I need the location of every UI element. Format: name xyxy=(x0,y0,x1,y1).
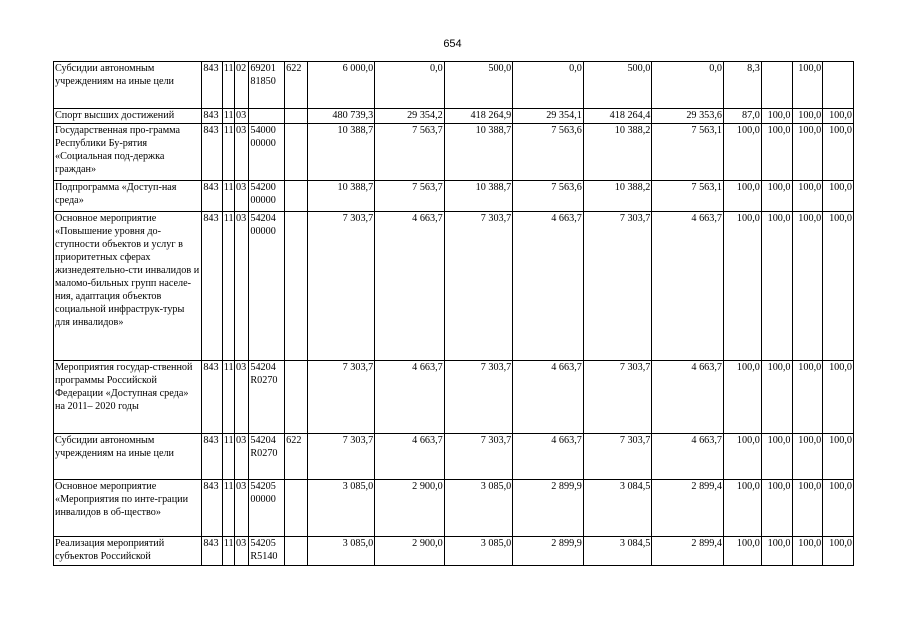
row-name: Мероприятия государ-ственной программы Российской Федерации «Доступная среда» на 2011– 2020 годы xyxy=(54,361,202,434)
percent-cell: 8,3 xyxy=(723,62,761,109)
percent-cell: 100,0 xyxy=(823,124,854,181)
percent-cell: 100,0 xyxy=(823,212,854,361)
value-cell: 3 085,0 xyxy=(307,480,375,537)
value-cell: 4 663,7 xyxy=(375,434,445,480)
percent-cell: 100,0 xyxy=(823,181,854,212)
glava-code: 843 xyxy=(202,181,222,212)
percent-cell: 100,0 xyxy=(792,480,823,537)
glava-code: 843 xyxy=(202,361,222,434)
expense-type-code: 622 xyxy=(285,434,308,480)
percent-cell: 100,0 xyxy=(723,124,761,181)
target-article-code xyxy=(249,109,285,124)
percent-cell: 100,0 xyxy=(792,62,823,109)
percent-cell: 100,0 xyxy=(792,212,823,361)
value-cell: 10 388,2 xyxy=(583,124,652,181)
value-cell: 3 085,0 xyxy=(444,480,513,537)
value-cell: 4 663,7 xyxy=(375,361,445,434)
value-cell: 29 353,6 xyxy=(652,109,724,124)
podrazdel-code: 03 xyxy=(235,361,249,434)
row-name: Подпрограмма «Доступ-ная среда» xyxy=(54,181,202,212)
percent-cell xyxy=(823,62,854,109)
value-cell: 29 354,2 xyxy=(375,109,445,124)
value-cell: 7 563,1 xyxy=(652,124,724,181)
expense-type-code xyxy=(285,212,308,361)
percent-cell: 100,0 xyxy=(792,181,823,212)
razdel-code: 11 xyxy=(222,361,234,434)
percent-cell: 100,0 xyxy=(792,124,823,181)
percent-cell: 100,0 xyxy=(761,181,792,212)
row-name: Субсидии автономным учреждениям на иные цели xyxy=(54,434,202,480)
table-row xyxy=(54,124,854,181)
expense-type-code xyxy=(285,361,308,434)
value-cell: 418 264,4 xyxy=(583,109,652,124)
value-cell: 4 663,7 xyxy=(513,212,584,361)
podrazdel-code: 03 xyxy=(235,181,249,212)
value-cell: 7 303,7 xyxy=(307,361,375,434)
target-article-code: 54204 R0270 xyxy=(249,434,285,480)
table-row xyxy=(54,181,854,212)
value-cell: 3 084,5 xyxy=(583,480,652,537)
percent-cell: 100,0 xyxy=(792,109,823,124)
percent-cell: 100,0 xyxy=(792,537,823,566)
percent-cell: 100,0 xyxy=(823,480,854,537)
value-cell: 7 563,6 xyxy=(513,181,584,212)
glava-code: 843 xyxy=(202,62,222,109)
percent-cell: 100,0 xyxy=(823,434,854,480)
budget-table xyxy=(53,61,854,566)
percent-cell: 100,0 xyxy=(723,212,761,361)
glava-code: 843 xyxy=(202,434,222,480)
target-article-code: 54204 R0270 xyxy=(249,361,285,434)
value-cell: 2 900,0 xyxy=(375,537,445,566)
value-cell: 2 899,4 xyxy=(652,537,724,566)
razdel-code: 11 xyxy=(222,434,234,480)
percent-cell: 100,0 xyxy=(761,361,792,434)
table-row xyxy=(54,62,854,109)
value-cell: 7 303,7 xyxy=(583,434,652,480)
value-cell: 7 303,7 xyxy=(444,434,513,480)
row-name: Основное мероприятие «Мероприятия по инте-грации инвалидов в об-щество» xyxy=(54,480,202,537)
target-article-code: 54205 00000 xyxy=(249,480,285,537)
value-cell: 29 354,1 xyxy=(513,109,584,124)
razdel-code: 11 xyxy=(222,62,234,109)
percent-cell: 100,0 xyxy=(761,212,792,361)
table-row xyxy=(54,361,854,434)
value-cell: 2 899,9 xyxy=(513,480,584,537)
percent-cell: 100,0 xyxy=(723,181,761,212)
page-number: 654 xyxy=(443,38,462,50)
glava-code: 843 xyxy=(202,124,222,181)
row-name: Субсидии автономным учреждениям на иные цели xyxy=(54,62,202,109)
table-row xyxy=(54,212,854,361)
glava-code: 843 xyxy=(202,537,222,566)
percent-cell: 100,0 xyxy=(761,109,792,124)
value-cell: 480 739,3 xyxy=(307,109,375,124)
value-cell: 3 084,5 xyxy=(583,537,652,566)
percent-cell: 100,0 xyxy=(823,361,854,434)
value-cell: 7 563,6 xyxy=(513,124,584,181)
value-cell: 7 563,1 xyxy=(652,181,724,212)
podrazdel-code: 03 xyxy=(235,434,249,480)
table-row xyxy=(54,109,854,124)
podrazdel-code: 02 xyxy=(235,62,249,109)
value-cell: 7 303,7 xyxy=(583,361,652,434)
razdel-code: 11 xyxy=(222,109,234,124)
podrazdel-code: 03 xyxy=(235,212,249,361)
value-cell: 10 388,7 xyxy=(307,181,375,212)
percent-cell: 87,0 xyxy=(723,109,761,124)
percent-cell: 100,0 xyxy=(823,109,854,124)
value-cell: 4 663,7 xyxy=(652,361,724,434)
razdel-code: 11 xyxy=(222,181,234,212)
percent-cell: 100,0 xyxy=(823,537,854,566)
podrazdel-code: 03 xyxy=(235,124,249,181)
expense-type-code xyxy=(285,181,308,212)
percent-cell xyxy=(761,62,792,109)
percent-cell: 100,0 xyxy=(723,480,761,537)
target-article-code: 54000 00000 xyxy=(249,124,285,181)
value-cell: 10 388,7 xyxy=(444,181,513,212)
value-cell: 0,0 xyxy=(513,62,584,109)
row-name: Реализация мероприятий субъектов Российской xyxy=(54,537,202,566)
value-cell: 7 303,7 xyxy=(307,212,375,361)
value-cell: 418 264,9 xyxy=(444,109,513,124)
table-row xyxy=(54,537,854,566)
value-cell: 0,0 xyxy=(652,62,724,109)
percent-cell: 100,0 xyxy=(723,537,761,566)
podrazdel-code: 03 xyxy=(235,109,249,124)
value-cell: 2 899,4 xyxy=(652,480,724,537)
value-cell: 4 663,7 xyxy=(652,434,724,480)
razdel-code: 11 xyxy=(222,124,234,181)
expense-type-code: 622 xyxy=(285,62,308,109)
value-cell: 4 663,7 xyxy=(652,212,724,361)
value-cell: 500,0 xyxy=(444,62,513,109)
percent-cell: 100,0 xyxy=(792,434,823,480)
value-cell: 10 388,7 xyxy=(444,124,513,181)
row-name: Государственная про-грамма Республики Бу-рятия «Социальная под-держка граждан» xyxy=(54,124,202,181)
value-cell: 10 388,2 xyxy=(583,181,652,212)
value-cell: 3 085,0 xyxy=(307,537,375,566)
value-cell: 3 085,0 xyxy=(444,537,513,566)
razdel-code: 11 xyxy=(222,480,234,537)
glava-code: 843 xyxy=(202,480,222,537)
target-article-code: 54205 R5140 xyxy=(249,537,285,566)
percent-cell: 100,0 xyxy=(761,480,792,537)
value-cell: 4 663,7 xyxy=(513,361,584,434)
table-row xyxy=(54,480,854,537)
razdel-code: 11 xyxy=(222,537,234,566)
value-cell: 4 663,7 xyxy=(513,434,584,480)
percent-cell: 100,0 xyxy=(761,434,792,480)
expense-type-code xyxy=(285,480,308,537)
value-cell: 0,0 xyxy=(375,62,445,109)
row-name: Основное мероприятие «Повышение уровня до-ступности объектов и услуг в приоритетных сферах жизнедеятельно-сти инвалидов и маломо-бильных групп населе-ния, адаптация объектов социальной инфраструк-туры для инвалидов» xyxy=(54,212,202,361)
target-article-code: 54204 00000 xyxy=(249,212,285,361)
value-cell: 6 000,0 xyxy=(307,62,375,109)
glava-code: 843 xyxy=(202,212,222,361)
podrazdel-code: 03 xyxy=(235,480,249,537)
value-cell: 7 303,7 xyxy=(307,434,375,480)
glava-code: 843 xyxy=(202,109,222,124)
percent-cell: 100,0 xyxy=(723,434,761,480)
row-name: Спорт высших достижений xyxy=(54,109,202,124)
table-row xyxy=(54,434,854,480)
expense-type-code xyxy=(285,124,308,181)
percent-cell: 100,0 xyxy=(792,361,823,434)
percent-cell: 100,0 xyxy=(761,124,792,181)
value-cell: 4 663,7 xyxy=(375,212,445,361)
value-cell: 500,0 xyxy=(583,62,652,109)
value-cell: 2 900,0 xyxy=(375,480,445,537)
percent-cell: 100,0 xyxy=(723,361,761,434)
target-article-code: 54200 00000 xyxy=(249,181,285,212)
value-cell: 7 563,7 xyxy=(375,124,445,181)
value-cell: 7 303,7 xyxy=(583,212,652,361)
expense-type-code xyxy=(285,109,308,124)
value-cell: 7 303,7 xyxy=(444,361,513,434)
value-cell: 10 388,7 xyxy=(307,124,375,181)
target-article-code: 69201 81850 xyxy=(249,62,285,109)
podrazdel-code: 03 xyxy=(235,537,249,566)
value-cell: 7 563,7 xyxy=(375,181,445,212)
value-cell: 7 303,7 xyxy=(444,212,513,361)
expense-type-code xyxy=(285,537,308,566)
razdel-code: 11 xyxy=(222,212,234,361)
percent-cell: 100,0 xyxy=(761,537,792,566)
value-cell: 2 899,9 xyxy=(513,537,584,566)
